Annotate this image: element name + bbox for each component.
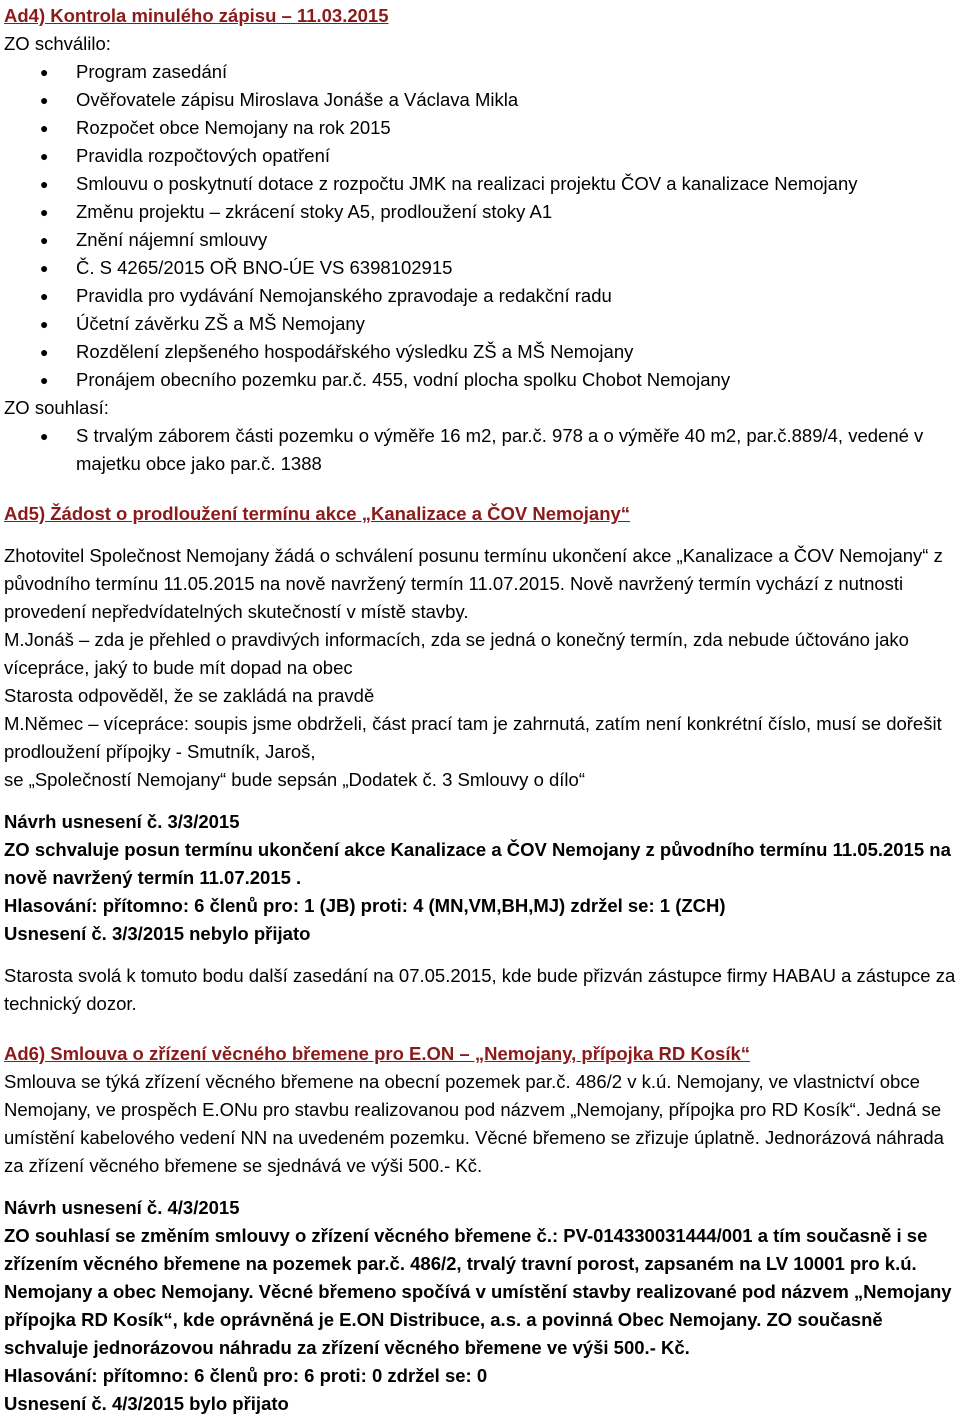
approved-list bbox=[4, 58, 956, 394]
list-item: ● Pravidla pro vydávání Nemojanského zpravodaje a redakční radu bbox=[4, 282, 956, 310]
bullet-icon: ● bbox=[40, 204, 49, 220]
list-item: ● Znění nájemní smlouvy bbox=[4, 226, 956, 254]
section-heading: Ad6) Smlouva o zřízení věcného břemene pro E.ON – „Nemojany, přípojka RD Kosík“ bbox=[4, 1043, 750, 1064]
bullet-icon: ● bbox=[40, 288, 49, 304]
list-item: ● Rozpočet obce Nemojany na rok 2015 bbox=[4, 114, 956, 142]
bullet-icon: ● bbox=[40, 372, 49, 388]
spacer bbox=[4, 948, 956, 962]
section-heading: Ad5) Žádost o prodloužení termínu akce „Kanalizace a ČOV Nemojany“ bbox=[4, 503, 631, 524]
list-item: ● Rozdělení zlepšeného hospodářského výsledku ZŠ a MŠ Nemojany bbox=[4, 338, 956, 366]
bullet-icon: ● bbox=[40, 92, 49, 108]
bullet-icon: ● bbox=[40, 120, 49, 136]
agrees-label: ZO souhlasí: bbox=[4, 397, 109, 418]
list-item: ● Pravidla rozpočtových opatření bbox=[4, 142, 956, 170]
section-ad4 bbox=[4, 2, 956, 478]
list-item: ● Účetní závěrku ZŠ a MŠ Nemojany bbox=[4, 310, 956, 338]
bullet-icon: ● bbox=[40, 316, 49, 332]
bullet-icon: ● bbox=[40, 148, 49, 164]
proposal-label: Návrh usnesení č. 4/3/2015 bbox=[4, 1197, 240, 1218]
spacer bbox=[4, 1018, 956, 1040]
bullet-icon: ● bbox=[40, 260, 49, 276]
bullet-icon: ● bbox=[40, 344, 49, 360]
paragraph: Smlouva se týká zřízení věcného břemene na obecní pozemek par.č. 486/2 v k.ú. Nemojany, ve vlastnictví obce Nemojany, ve prospěch E.ONu pro stavbu realizovanou pod názvem „Nemojany, přípojka pro RD Kosík“. Jedná se umístění kabelového vedení NN na uvedeném pozemku. Věcné břemeno se zřizuje úplatně. Jednorázová náhrada za zřízení věcného břemene se sjednává ve výši 500.- Kč. bbox=[4, 1071, 944, 1176]
paragraph: M.Němec – vícepráce: soupis jsme obdrželi, část prací tam je zahrnutá, zatím není konkrétní číslo, musí se dořešit prodloužení přípojky - Smutník, Jaroš, bbox=[4, 713, 942, 762]
bullet-icon: ● bbox=[40, 232, 49, 248]
bullet-icon: ● bbox=[40, 64, 49, 80]
approved-label: ZO schválilo: bbox=[4, 33, 111, 54]
resolution-result: Usnesení č. 4/3/2015 bylo přijato bbox=[4, 1393, 289, 1414]
agrees-list bbox=[4, 422, 956, 478]
list-item: ● Pronájem obecního pozemku par.č. 455, vodní plocha spolku Chobot Nemojany bbox=[4, 366, 956, 394]
list-item: ● S trvalým záborem části pozemku o výměře 16 m2, par.č. 978 a o výměře 40 m2, par.č.889/4, vedené v majetku obce jako par.č. 1388 bbox=[4, 422, 956, 478]
vote-result: Hlasování: přítomno: 6 členů pro: 1 (JB) proti: 4 (MN,VM,BH,MJ) zdržel se: 1 (ZCH) bbox=[4, 895, 726, 916]
section-ad5 bbox=[4, 500, 956, 1018]
spacer bbox=[4, 528, 956, 542]
section-heading: Ad4) Kontrola minulého zápisu – 11.03.2015 bbox=[4, 5, 389, 26]
paragraph: Starosta svolá k tomuto bodu další zasedání na 07.05.2015, kde bude přizván zástupce firmy HABAU a zástupce za technický dozor. bbox=[4, 965, 956, 1014]
spacer bbox=[4, 1180, 956, 1194]
bullet-icon: ● bbox=[40, 428, 49, 444]
spacer bbox=[4, 478, 956, 500]
list-item: ● Smlouvu o poskytnutí dotace z rozpočtu JMK na realizaci projektu ČOV a kanalizace Nemojany bbox=[4, 170, 956, 198]
vote-result: Hlasování: přítomno: 6 členů pro: 6 proti: 0 zdržel se: 0 bbox=[4, 1365, 488, 1386]
list-item: ● Program zasedání bbox=[4, 58, 956, 86]
paragraph: Zhotovitel Společnost Nemojany žádá o schválení posunu termínu ukončení akce „Kanalizace a ČOV Nemojany“ z původního termínu 11.05.2015 na nově navržený termín 11.07.2015. Nově navržený termín vychází z nutnosti provedení nepředvídatelných skutečností v místě stavby. bbox=[4, 545, 943, 622]
proposal-text: ZO souhlasí se změním smlouvy o zřízení věcného břemene č.: PV-014330031444/001 a tím současně i se zřízením věcného břemene na pozemek par.č. 486/2, trvalý travní porost, zapsaném na LV 10001 pro k.ú. Nemojany a obec Nemojany. Věcné břemeno spočívá v umístění stavby realizované pod názvem „Nemojany přípojka RD Kosík“, kde oprávněná je E.ON Distribuce, a.s. a povinná Obec Nemojany. ZO současně schvaluje jednorázovou náhradu za zřízení věcného břemene ve výši 500.- Kč. bbox=[4, 1225, 952, 1358]
list-item: ● Ověřovatele zápisu Miroslava Jonáše a Václava Mikla bbox=[4, 86, 956, 114]
list-item: ● Č. S 4265/2015 OŘ BNO-ÚE VS 6398102915 bbox=[4, 254, 956, 282]
spacer bbox=[4, 794, 956, 808]
proposal-label: Návrh usnesení č. 3/3/2015 bbox=[4, 811, 240, 832]
paragraph: se „Společností Nemojany“ bude sepsán „Dodatek č. 3 Smlouvy o dílo“ bbox=[4, 769, 585, 790]
proposal-text: ZO schvaluje posun termínu ukončení akce Kanalizace a ČOV Nemojany z původního termínu 11.05.2015 na nově navržený termín 11.07.2015 . bbox=[4, 839, 951, 888]
section-ad6 bbox=[4, 1040, 956, 1418]
paragraph: M.Jonáš – zda je přehled o pravdivých informacích, zda se jedná o konečný termín, zda nebude účtováno jako vícepráce, jaký to bude mít dopad na obec bbox=[4, 629, 909, 678]
bullet-icon: ● bbox=[40, 176, 49, 192]
resolution-result: Usnesení č. 3/3/2015 nebylo přijato bbox=[4, 923, 311, 944]
list-item: ● Změnu projektu – zkrácení stoky A5, prodloužení stoky A1 bbox=[4, 198, 956, 226]
paragraph: Starosta odpověděl, že se zakládá na pravdě bbox=[4, 685, 375, 706]
